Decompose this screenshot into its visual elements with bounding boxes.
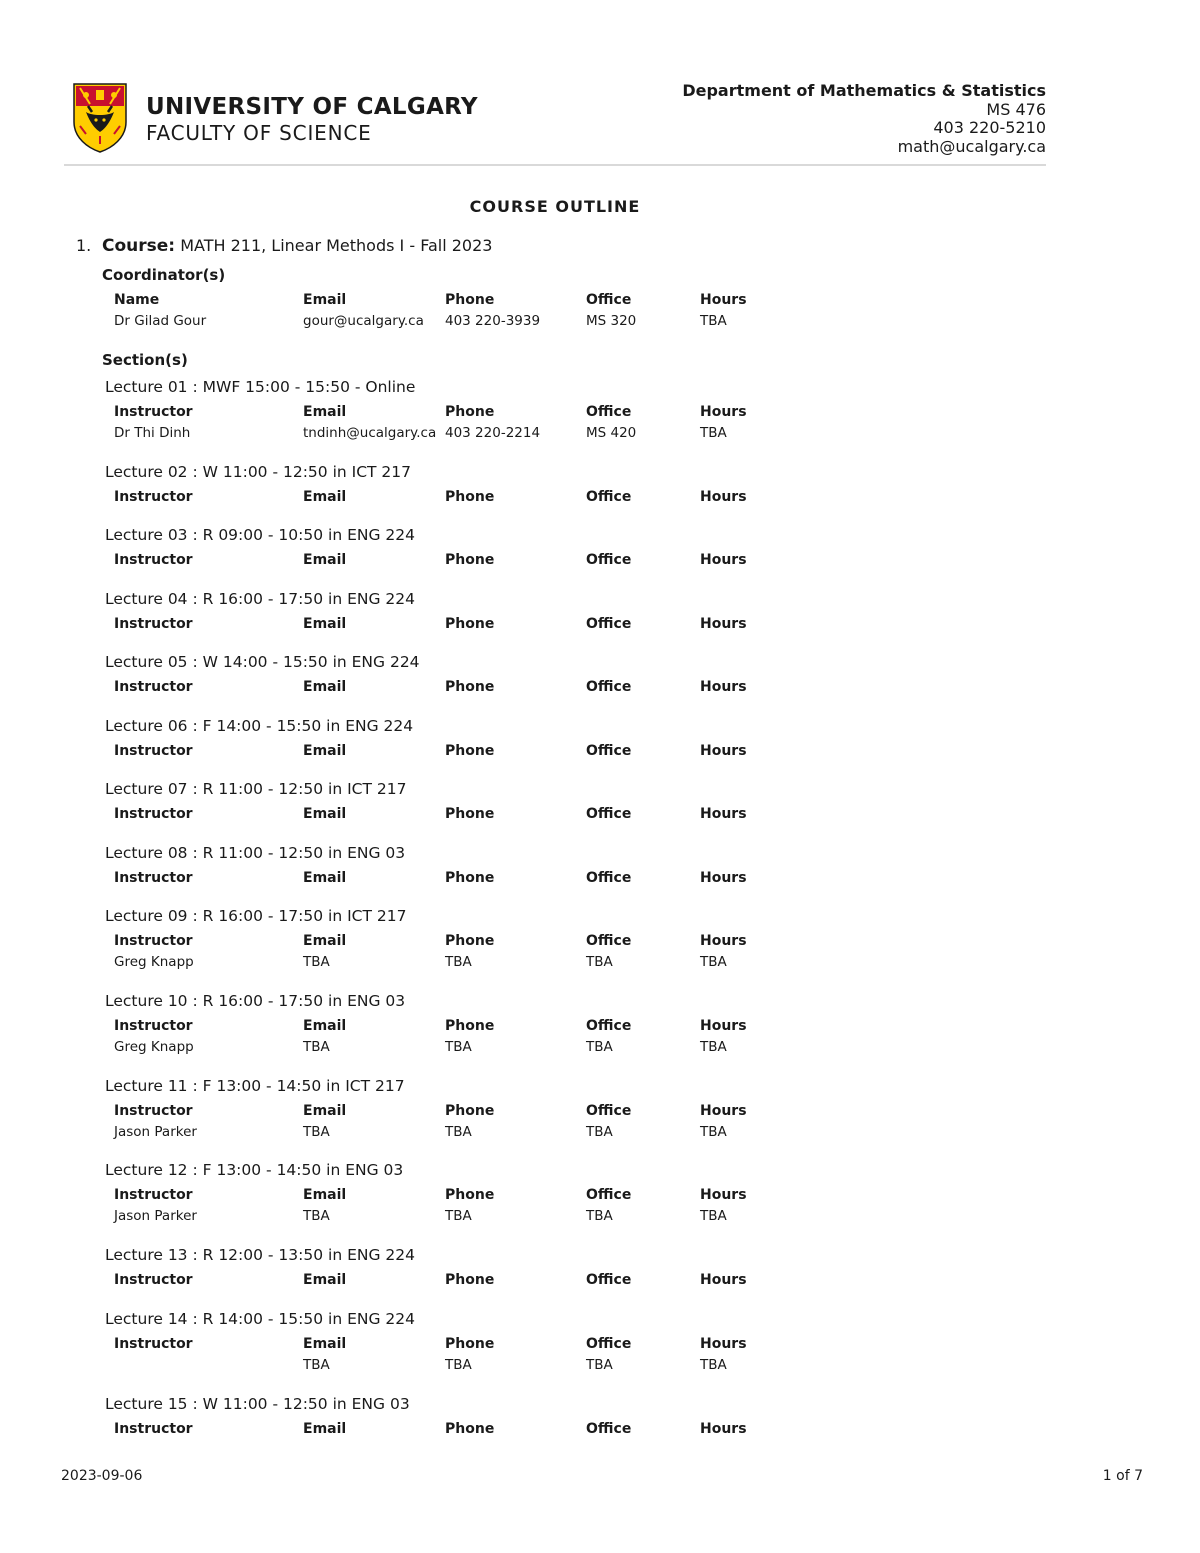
column-header: Email: [303, 806, 347, 822]
table-row: [0, 954, 800, 972]
column-header: Instructor: [114, 679, 193, 695]
column-header: Instructor: [114, 1018, 193, 1034]
column-header: Phone: [445, 292, 495, 308]
column-header: Phone: [445, 806, 495, 822]
column-header: Hours: [700, 404, 747, 420]
lecture-title: Lecture 09 : R 16:00 - 17:50 in ICT 217: [105, 907, 407, 925]
course-value: MATH 211, Linear Methods I - Fall 2023: [180, 236, 493, 255]
column-header: Instructor: [114, 489, 193, 505]
column-header: Email: [303, 743, 347, 759]
column-header: Phone: [445, 1336, 495, 1352]
column-header: Office: [586, 1336, 632, 1352]
column-header: Office: [586, 1018, 632, 1034]
lecture-table-header: [0, 1103, 800, 1121]
lecture-title: Lecture 15 : W 11:00 - 12:50 in ENG 03: [105, 1395, 410, 1413]
table-cell: TBA: [303, 1039, 330, 1055]
column-header: Phone: [445, 552, 495, 568]
column-header: Office: [586, 806, 632, 822]
table-cell: TBA: [586, 1357, 613, 1373]
table-cell: TBA: [445, 1208, 472, 1224]
column-header: Instructor: [114, 616, 193, 632]
column-header: Email: [303, 1018, 347, 1034]
table-cell: TBA: [586, 1208, 613, 1224]
column-header: Hours: [700, 870, 747, 886]
column-header: Office: [586, 870, 632, 886]
column-header: Phone: [445, 489, 495, 505]
table-row: [0, 425, 800, 443]
table-cell: TBA: [700, 313, 727, 329]
department-name: Department of Mathematics & Statistics: [682, 81, 1046, 100]
column-header: Email: [303, 870, 347, 886]
column-header: Phone: [445, 743, 495, 759]
column-header: Office: [586, 404, 632, 420]
table-cell: TBA: [445, 1357, 472, 1373]
lecture-table-header: [0, 679, 800, 697]
lecture-table-header: [0, 1336, 800, 1354]
lecture-title: Lecture 06 : F 14:00 - 15:50 in ENG 224: [105, 717, 414, 735]
column-header: Instructor: [114, 1336, 193, 1352]
table-cell: Greg Knapp: [114, 1039, 194, 1055]
lecture-title: Lecture 13 : R 12:00 - 13:50 in ENG 224: [105, 1246, 415, 1264]
lecture-title: Lecture 11 : F 13:00 - 14:50 in ICT 217: [105, 1077, 405, 1095]
footer-date: 2023-09-06: [61, 1468, 143, 1484]
column-header: Instructor: [114, 552, 193, 568]
column-header: Office: [586, 489, 632, 505]
column-header: Email: [303, 1272, 347, 1288]
column-header: Phone: [445, 404, 495, 420]
column-header: Office: [586, 743, 632, 759]
lecture-table-header: [0, 1018, 800, 1036]
table-cell: TBA: [700, 1039, 727, 1055]
course-label: Course:: [102, 236, 176, 256]
column-header: Instructor: [114, 870, 193, 886]
department-email: math@ucalgary.ca: [897, 136, 1046, 156]
table-cell: TBA: [303, 1124, 330, 1140]
lecture-title: Lecture 10 : R 16:00 - 17:50 in ENG 03: [105, 992, 406, 1010]
column-header: Office: [586, 1103, 632, 1119]
table-cell: TBA: [700, 1208, 727, 1224]
column-header: Email: [303, 1187, 347, 1203]
table-cell: TBA: [700, 1124, 727, 1140]
lecture-table-header: [0, 743, 800, 761]
table-cell: tndinh@ucalgary.ca: [303, 425, 437, 441]
table-row: [0, 1357, 800, 1375]
department-office: MS 476: [986, 99, 1046, 119]
column-header: Office: [586, 552, 632, 568]
lecture-table-header: [0, 1187, 800, 1205]
coordinator-table-header: [0, 292, 800, 310]
column-header: Email: [303, 933, 347, 949]
column-header: Phone: [445, 1103, 495, 1119]
column-header: Hours: [700, 1272, 747, 1288]
column-header: Instructor: [114, 1103, 193, 1119]
table-cell: 403 220-3939: [445, 313, 541, 329]
column-header: Phone: [445, 870, 495, 886]
table-cell: TBA: [700, 425, 727, 441]
column-header: Office: [586, 1187, 632, 1203]
column-header: Hours: [700, 292, 747, 308]
course-line: [76, 236, 492, 256]
column-header: Office: [586, 616, 632, 632]
department-phone: 403 220-5210: [933, 118, 1046, 137]
table-cell: TBA: [700, 954, 727, 970]
column-header: Hours: [700, 616, 747, 632]
sections-heading: Section(s): [102, 351, 188, 369]
column-header: Hours: [700, 489, 747, 505]
table-cell: TBA: [445, 1039, 472, 1055]
column-header: Email: [303, 679, 347, 695]
column-header: Email: [303, 552, 347, 568]
table-cell: Dr Gilad Gour: [114, 313, 207, 329]
lecture-title: Lecture 04 : R 16:00 - 17:50 in ENG 224: [105, 590, 415, 608]
column-header: Phone: [445, 1018, 495, 1034]
university-crest-icon: [72, 82, 128, 154]
table-cell: TBA: [303, 1208, 330, 1224]
column-header: Hours: [700, 1336, 747, 1352]
lecture-title: Lecture 01 : MWF 15:00 - 15:50 - Online: [105, 378, 416, 396]
lecture-title: Lecture 02 : W 11:00 - 12:50 in ICT 217: [105, 463, 412, 481]
column-header: Office: [586, 933, 632, 949]
column-header: Phone: [445, 1421, 495, 1437]
lecture-table-header: [0, 404, 800, 422]
column-header: Phone: [445, 1272, 495, 1288]
column-header: Hours: [700, 1187, 747, 1203]
column-header: Email: [303, 1336, 347, 1352]
lecture-table-header: [0, 806, 800, 824]
table-cell: TBA: [586, 1124, 613, 1140]
table-row: [0, 1039, 800, 1057]
column-header: Phone: [445, 679, 495, 695]
lecture-title: Lecture 08 : R 11:00 - 12:50 in ENG 03: [105, 844, 406, 862]
section-number: 1.: [76, 236, 92, 255]
lecture-title: Lecture 12 : F 13:00 - 14:50 in ENG 03: [105, 1161, 404, 1179]
column-header: Instructor: [114, 806, 193, 822]
table-row: [0, 313, 800, 331]
table-cell: TBA: [303, 954, 330, 970]
page-header: [64, 76, 1046, 166]
column-header: Email: [303, 292, 347, 308]
column-header: Hours: [700, 1103, 747, 1119]
table-cell: Jason Parker: [114, 1124, 197, 1140]
lecture-title: Lecture 07 : R 11:00 - 12:50 in ICT 217: [105, 780, 407, 798]
table-cell: TBA: [586, 954, 613, 970]
column-header: Hours: [700, 743, 747, 759]
column-header: Office: [586, 679, 632, 695]
column-header: Office: [586, 292, 632, 308]
column-header: Office: [586, 1421, 632, 1437]
lecture-title: Lecture 05 : W 14:00 - 15:50 in ENG 224: [105, 653, 420, 671]
table-cell: 403 220-2214: [445, 425, 541, 441]
table-cell: Jason Parker: [114, 1208, 197, 1224]
column-header: Email: [303, 489, 347, 505]
column-header: Hours: [700, 1421, 747, 1437]
column-header: Email: [303, 1103, 347, 1119]
column-header: Instructor: [114, 743, 193, 759]
department-contact: [682, 82, 1046, 156]
column-header: Email: [303, 1421, 347, 1437]
column-header: Instructor: [114, 1187, 193, 1203]
table-cell: TBA: [700, 1357, 727, 1373]
table-cell: MS 420: [586, 425, 637, 441]
table-cell: Greg Knapp: [114, 954, 194, 970]
lecture-table-header: [0, 933, 800, 951]
coordinators-heading: Coordinator(s): [102, 266, 226, 284]
faculty-name: FACULTY OF SCIENCE: [146, 121, 372, 145]
column-header: Hours: [700, 806, 747, 822]
column-header: Name: [114, 292, 160, 308]
table-row: [0, 1208, 800, 1226]
document-title: COURSE OUTLINE: [469, 197, 641, 216]
column-header: Instructor: [114, 1421, 193, 1437]
column-header: Phone: [445, 616, 495, 632]
lecture-table-header: [0, 1272, 800, 1290]
table-cell: Dr Thi Dinh: [114, 425, 191, 441]
lecture-table-header: [0, 616, 800, 634]
table-cell: gour@ucalgary.ca: [303, 313, 424, 329]
university-name: UNIVERSITY OF CALGARY: [146, 94, 478, 120]
table-row: [0, 1124, 800, 1142]
column-header: Office: [586, 1272, 632, 1288]
column-header: Email: [303, 616, 347, 632]
column-header: Phone: [445, 933, 495, 949]
lecture-table-header: [0, 1421, 800, 1439]
column-header: Hours: [700, 933, 747, 949]
lecture-table-header: [0, 489, 800, 507]
column-header: Hours: [700, 679, 747, 695]
table-cell: MS 320: [586, 313, 637, 329]
page-number: 1 of 7: [1102, 1468, 1143, 1484]
column-header: Hours: [700, 1018, 747, 1034]
column-header: Instructor: [114, 1272, 193, 1288]
column-header: Instructor: [114, 933, 193, 949]
column-header: Instructor: [114, 404, 193, 420]
table-cell: TBA: [303, 1357, 330, 1373]
column-header: Hours: [700, 552, 747, 568]
table-cell: TBA: [586, 1039, 613, 1055]
table-cell: TBA: [445, 954, 472, 970]
lecture-table-header: [0, 552, 800, 570]
lecture-title: Lecture 03 : R 09:00 - 10:50 in ENG 224: [105, 526, 415, 544]
lecture-table-header: [0, 870, 800, 888]
university-logo: [72, 82, 478, 154]
column-header: Phone: [445, 1187, 495, 1203]
column-header: Email: [303, 404, 347, 420]
lecture-title: Lecture 14 : R 14:00 - 15:50 in ENG 224: [105, 1310, 415, 1328]
table-cell: TBA: [445, 1124, 472, 1140]
